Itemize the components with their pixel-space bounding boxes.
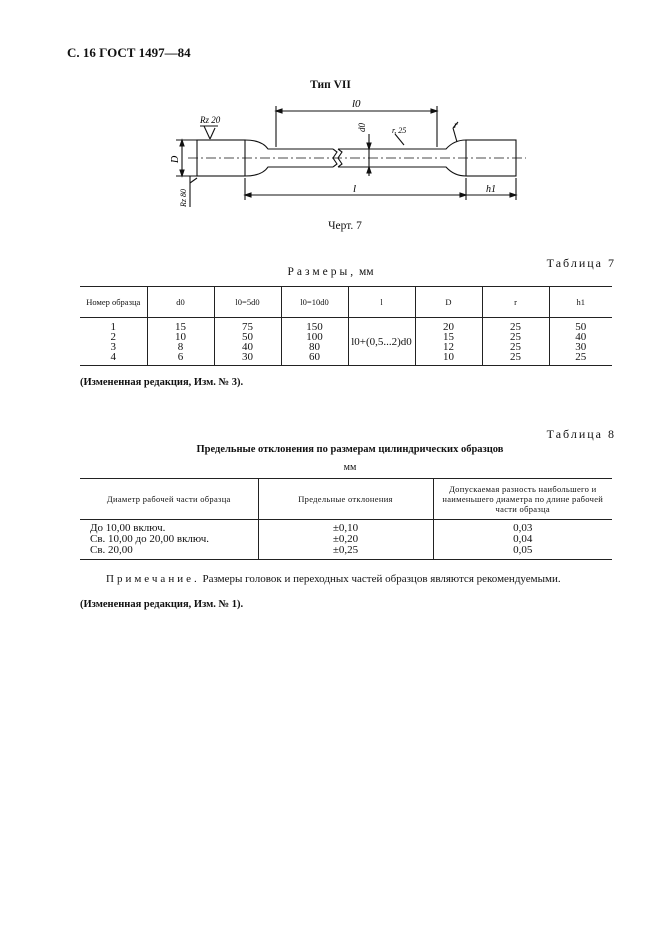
- figure-title: Тип VII: [310, 79, 351, 91]
- table-row: [80, 332, 612, 342]
- table-cell: 4: [80, 352, 147, 366]
- table-row: [80, 545, 612, 560]
- table-cell: 0,04: [513, 533, 533, 545]
- table-cell: 25: [482, 352, 549, 366]
- table-cell: 15: [415, 332, 482, 342]
- D-label: D: [170, 155, 181, 163]
- rz20-label: Rz 20: [200, 115, 221, 125]
- table7-units-word: Размеры,: [287, 266, 357, 278]
- table-cell: 60: [281, 352, 348, 366]
- table-cell: 1: [80, 318, 147, 333]
- table-cell: 3: [80, 342, 147, 352]
- note-paragraph: [106, 573, 561, 585]
- table-cell: 50: [575, 321, 587, 333]
- table-cell: 30: [575, 341, 587, 353]
- table-cell: 25: [482, 318, 549, 333]
- note-label: Примечание.: [106, 573, 200, 585]
- table7-header-cell: d0: [147, 287, 214, 318]
- table-cell: 40: [214, 342, 281, 352]
- table-cell: 6: [147, 352, 214, 366]
- r025-label: r, 25: [392, 126, 407, 135]
- amendment-note-3: (Измененная редакция, Изм. № 3).: [80, 377, 244, 388]
- table-row: [80, 520, 612, 535]
- amendment-note-1: (Измененная редакция, Изм. № 1).: [80, 599, 244, 610]
- table-cell: 15: [147, 318, 214, 333]
- table-cell: 75: [214, 318, 281, 333]
- table-8: [80, 478, 612, 560]
- table-cell: 25: [482, 332, 549, 342]
- table-cell: 20: [415, 318, 482, 333]
- figure-caption: Черт. 7: [328, 220, 362, 232]
- table-cell: 150: [281, 318, 348, 333]
- d0-label: d0: [357, 123, 367, 132]
- table7-header-cell: r: [482, 287, 549, 318]
- table-cell: 40: [575, 331, 587, 343]
- table8-unit: мм: [343, 462, 357, 473]
- table-cell: До 10,00 включ.: [80, 520, 258, 535]
- table7-header-cell: l: [348, 287, 415, 318]
- table7-header-cell: h1: [549, 287, 612, 318]
- r-label: r: [454, 120, 458, 130]
- table-row: [80, 342, 612, 352]
- table8-label: Таблица 8: [546, 427, 616, 441]
- table-cell: Св. 20,00: [80, 545, 258, 560]
- table-cell: 80: [281, 342, 348, 352]
- h1-label: h1: [486, 184, 496, 195]
- table-cell: 25: [482, 342, 549, 352]
- table8-header-row: [80, 479, 612, 520]
- table-cell: 30: [214, 352, 281, 366]
- table-row: [80, 318, 612, 333]
- table8-header-cell: Допускаемая разность наибольшего и наименьшего диаметра по длине рабочей части образца: [433, 479, 612, 520]
- table-cell: 12: [415, 342, 482, 352]
- table7-header-cell: l0=10d0: [281, 287, 348, 318]
- table-cell: 0,05: [513, 544, 533, 556]
- rz80-label: Rz 80: [179, 189, 188, 207]
- table-row: [80, 352, 612, 366]
- table-cell: ±0,10: [258, 520, 433, 535]
- l0-label: l0: [352, 98, 361, 110]
- table-cell: 50: [214, 332, 281, 342]
- table7-units-mm: мм: [358, 266, 374, 278]
- table-cell: ±0,25: [258, 545, 433, 560]
- table-cell: 25: [575, 351, 587, 363]
- table8-header-cell: Диаметр рабочей части образца: [80, 479, 258, 520]
- table7-header-cell: Номер образца: [80, 287, 147, 318]
- table7-header-cell: l0=5d0: [214, 287, 281, 318]
- table-cell: Св. 10,00 до 20,00 включ.: [80, 534, 258, 545]
- table8-title: Предельные отклонения по размерам цилиндрических образцов: [196, 444, 504, 455]
- page-header: С. 16 ГОСТ 1497—84: [67, 45, 191, 60]
- note-text: Размеры головок и переходных частей образцов являются рекомендуемыми.: [202, 573, 561, 585]
- specimen-drawing: [170, 92, 530, 217]
- table7-header-cell: D: [415, 287, 482, 318]
- table7-units: [0, 266, 661, 278]
- table-cell: 10: [415, 352, 482, 366]
- table-7: [80, 286, 612, 366]
- table8-header-cell: Предельные отклонения: [258, 479, 433, 520]
- l-formula-cell: l0+(0,5...2)d0: [348, 318, 415, 366]
- l-label: l: [353, 183, 357, 195]
- table-cell: 2: [80, 332, 147, 342]
- table-cell: 0,03: [513, 522, 533, 534]
- table-cell: 100: [281, 332, 348, 342]
- table-cell: 10: [147, 332, 214, 342]
- table-cell: ±0,20: [258, 534, 433, 545]
- table7-label: Таблица 7: [546, 256, 616, 270]
- table7-header-row: [80, 287, 612, 318]
- table-cell: 8: [147, 342, 214, 352]
